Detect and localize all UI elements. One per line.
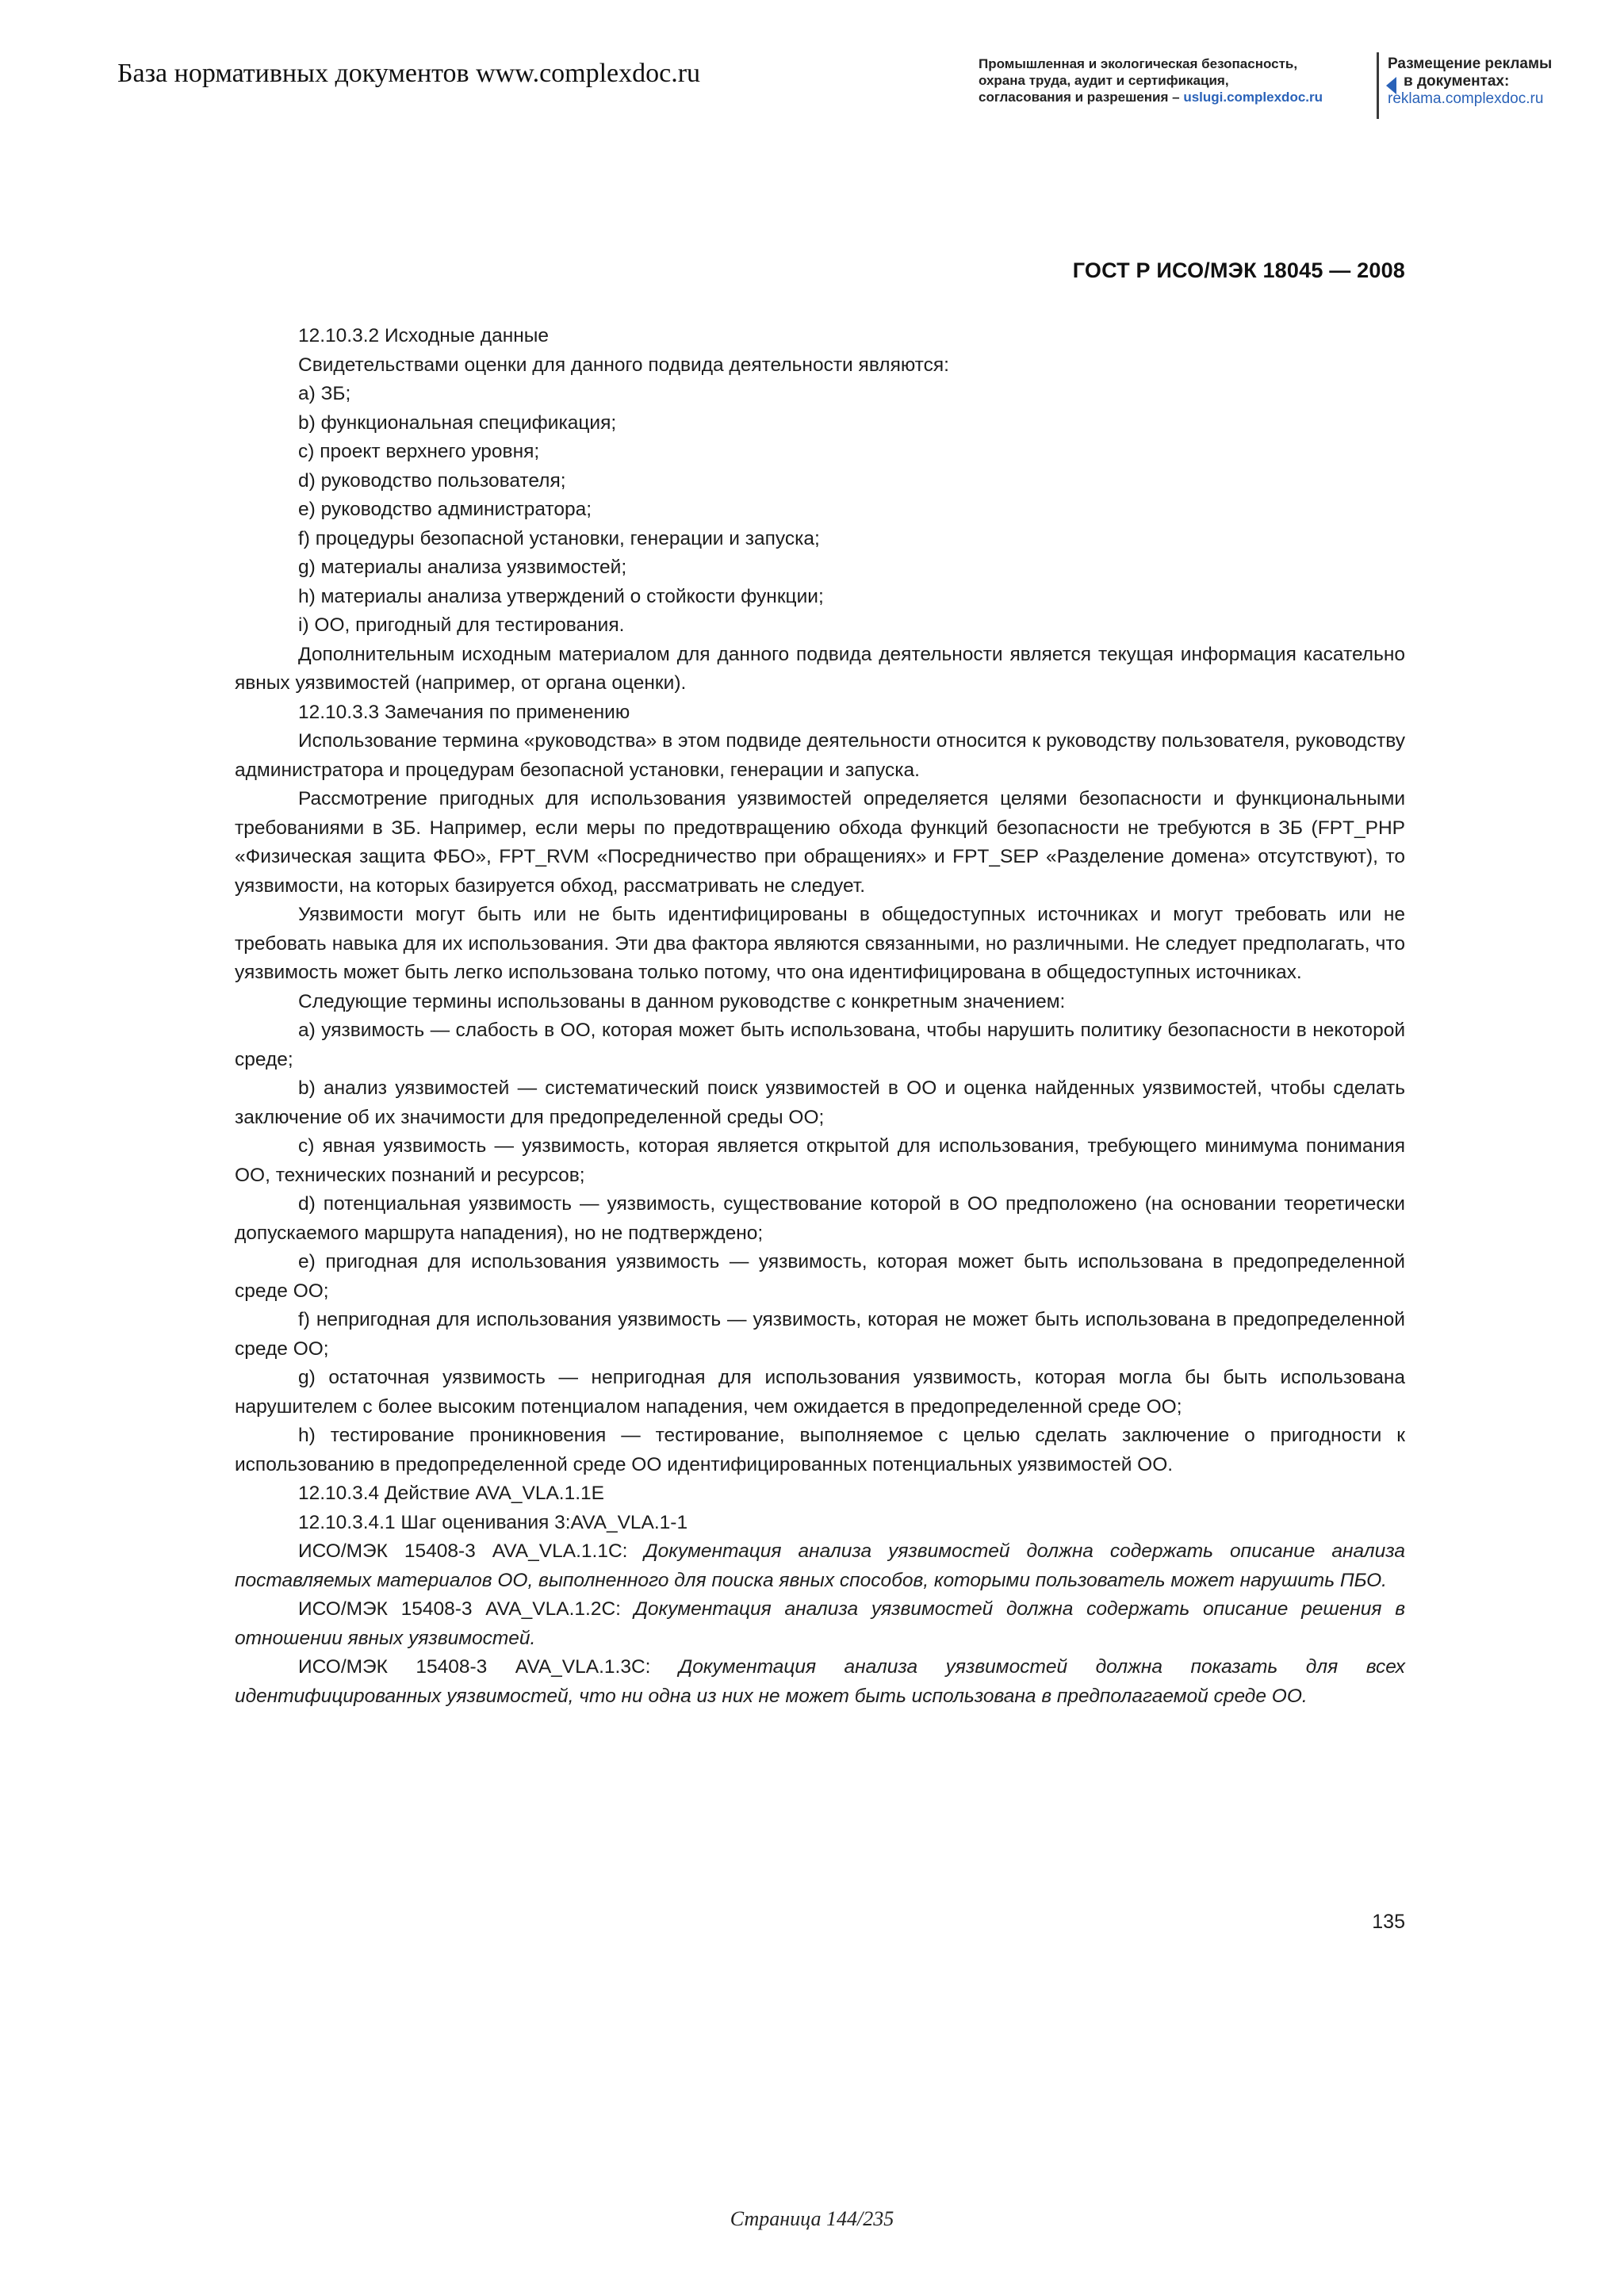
section-heading: 12.10.3.4.1 Шаг оценивания 3:AVA_VLA.1-1 — [298, 1511, 688, 1533]
definition-item: d) потенциальная уязвимость — уязвимость, существование которой в ОО предположено (на основании теоретически допускаемого маршрута нападения), но не подтверждено; — [235, 1193, 1405, 1244]
section-heading: 12.10.3.2 Исходные данные — [298, 325, 549, 346]
list-item: i) ОО, пригодный для тестирования. — [298, 614, 625, 636]
promo-block — [979, 55, 1383, 105]
iso-requirement — [235, 1595, 1405, 1653]
list-item: e) руководство администратора; — [298, 499, 592, 520]
page-number: 135 — [1372, 1911, 1405, 1933]
ad-line: в документах: — [1404, 73, 1510, 90]
ad-link[interactable]: reklama.complexdoc.ru — [1388, 90, 1544, 107]
document-code: ГОСТ Р ИСО/МЭК 18045 — 2008 — [1072, 258, 1405, 282]
paragraph: Следующие термины использованы в данном руководстве с конкретным значением: — [298, 990, 1066, 1012]
list-item: b) функциональная спецификация; — [298, 411, 617, 434]
paragraph: Свидетельствами оценки для данного подвида деятельности являются: — [298, 354, 949, 376]
definition-item: a) уязвимость — слабость в ОО, которая может быть использована, чтобы нарушить политику безопасности в некоторой среде; — [235, 1020, 1405, 1070]
list-item: f) процедуры безопасной установки, генерации и запуска; — [298, 527, 820, 549]
paragraph: Уязвимости могут быть или не быть идентифицированы в общедоступных источниках и могут требовать или не требовать навыка для их использования. Эти два фактора являются связанными, но различными. Не следует предполагать, что уязвимость может быть легко использована только потому, что она идентифицирована в общедоступных источниках. — [235, 904, 1405, 983]
promo-line: охрана труда, аудит и сертификация, — [979, 73, 1229, 88]
definition-item: h) тестирование проникновения — тестирование, выполняемое с целью сделать заключение о пригодности к использованию в предопределенной среде ОО идентифицированных потенциальных уязвимостей ОО. — [235, 1425, 1405, 1475]
list-item: a) ЗБ; — [298, 383, 351, 404]
paragraph: Использование термина «руководства» в этом подвиде деятельности относится к руководству пользователя, руководству администратора и процедурам безопасной установки, генерации и запуска. — [235, 730, 1405, 781]
promo-line: Промышленная и экологическая безопасность, — [979, 56, 1298, 71]
iso-requirement-text: Документация анализа уязвимостей должна содержать описание решения в отношении явных уязвимостей. — [235, 1598, 1405, 1649]
list-item: h) материалы анализа утверждений о стойкости функции; — [298, 585, 824, 607]
section-heading: 12.10.3.4 Действие AVA_VLA.1.1E — [298, 1483, 605, 1504]
definition-item: g) остаточная уязвимость — непригодная для использования уязвимость, которая могла бы быть использована нарушителем с более высоким потенциалом нападения, чем ожидается в предопределенной среде ОО; — [235, 1367, 1405, 1418]
ad-block — [1388, 55, 1602, 108]
promo-link[interactable]: uslugi.complexdoc.ru — [1183, 90, 1323, 105]
list-item: d) руководство пользователя; — [298, 469, 566, 492]
promo-line-prefix: согласования и разрешения – — [979, 90, 1184, 105]
list-item: g) материалы анализа уязвимостей; — [298, 557, 627, 578]
definition-item: e) пригодная для использования уязвимость — уязвимость, которая может быть использована в предопределенной среде ОО; — [235, 1251, 1405, 1302]
iso-requirement-text: Документация анализа уязвимостей должна показать для всех идентифицированных уязвимостей, что ни одна из них не может быть использована в предполагаемой среде ОО. — [235, 1656, 1405, 1707]
list-item: c) проект верхнего уровня; — [298, 441, 540, 462]
definition-item: b) анализ уязвимостей — систематический поиск уязвимостей в ОО и оценка найденных уязвимостей, чтобы сделать заключение об их значимости для предопределенной среды ОО; — [235, 1077, 1405, 1128]
ad-line: Размещение рекламы — [1388, 55, 1553, 72]
iso-requirement — [235, 1653, 1405, 1711]
page-footer: Страница 144/235 — [730, 2207, 894, 2230]
paragraph: Рассмотрение пригодных для использования уязвимостей определяется целями безопасности и функциональными требованиями в ЗБ. Например, если меры по предотвращению обхода функций безопасности не требуются в ЗБ (FPT_PHP «Физическая защита ФБО», FPT_RVM «Посредничество при обращениях» и FPT_SEP «Разделение домена» отсутствуют), то уязвимости, на которых базируется обход, рассматривать не следует. — [235, 788, 1405, 897]
site-title: База нормативных документов www.complexdoc.ru — [117, 59, 701, 88]
section-heading: 12.10.3.3 Замечания по применению — [298, 701, 630, 723]
iso-requirement-prefix: ИСО/МЭК 15408-3 AVA_VLA.1.2C: — [298, 1598, 634, 1620]
promo-line — [979, 89, 1383, 105]
iso-requirement — [235, 1537, 1405, 1595]
document-body — [235, 322, 1405, 1711]
iso-requirement-prefix: ИСО/МЭК 15408-3 AVA_VLA.1.3C: — [298, 1656, 679, 1678]
definition-item: f) непригодная для использования уязвимость — уязвимость, которая не может быть использована в предопределенной среде ОО; — [235, 1309, 1405, 1360]
paragraph: Дополнительным исходным материалом для данного подвида деятельности является текущая информация касательно явных уязвимостей (например, от органа оценки). — [235, 643, 1405, 694]
iso-requirement-prefix: ИСО/МЭК 15408-3 AVA_VLA.1.1C: — [298, 1540, 645, 1562]
header-divider — [1377, 52, 1379, 119]
definition-item: c) явная уязвимость — уязвимость, которая является открытой для использования, требующего минимума понимания ОО, технических познаний и ресурсов; — [235, 1135, 1405, 1186]
iso-requirement-text: Документация анализа уязвимостей должна содержать описание анализа поставляемых материалов ОО, выполненного для поиска явных способов, которыми пользователь может нарушить ПБО. — [235, 1540, 1405, 1591]
